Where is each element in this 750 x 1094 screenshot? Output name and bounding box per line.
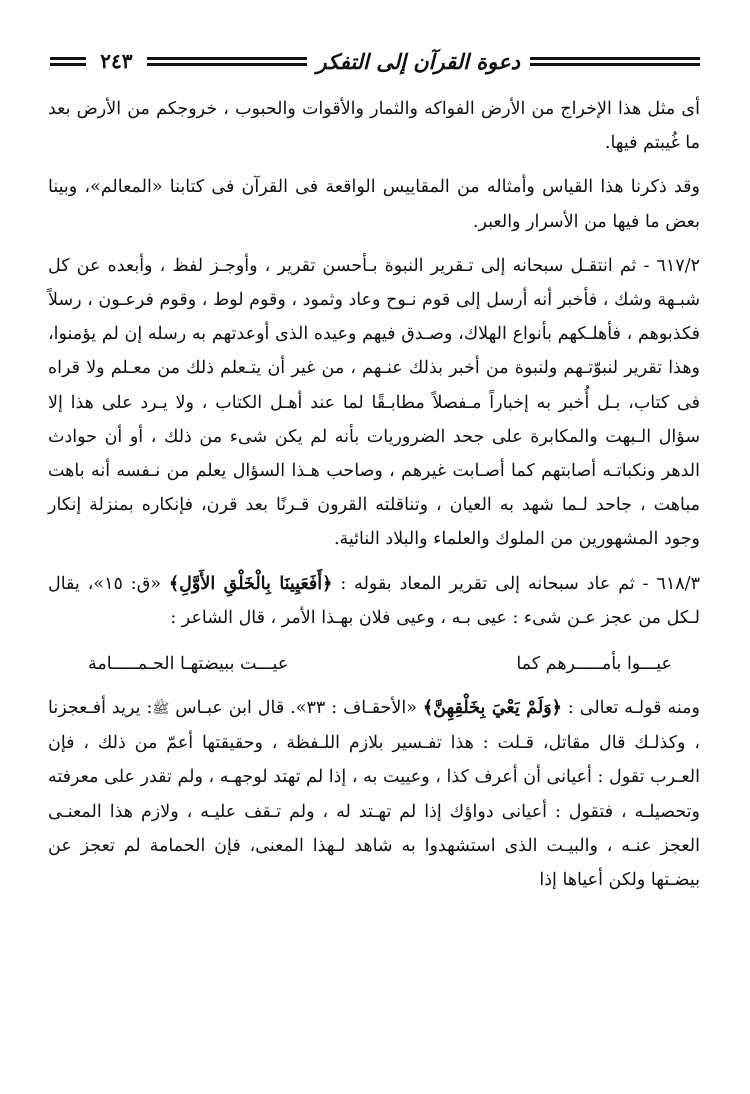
paragraph-trail: «الأحقـاف : ٣٣». قال ابن عبـاس [175, 698, 417, 719]
paragraph: ٦١٧/٢ - ثم انتقـل سبحانه إلى تـقرير النبوة بـأحسن تقرير ، وأوجـز لفظ ، وأبعده عن كل شبـهة وشك ، فأخبر أنه أرسل إلى قوم نـوح وعاد وثمود ، وقوم لوط ، وقوم فرعـون ، رسلاً فكذبوهم ، فأهلـكهم بأنواع الهلاك، وصـدق فيهم وعيده الذى أوعدتهم به رسله إن لم يؤمنوا، وهذا تقرير لنبوّتـهم ولنبوة من أخبر بذلك عنـهم ، من غير أن يتـعلم ذلك من معـلم ولا قراه فى كتاب، بـل أُخبر به إخباراً مـفصلاً مطابـقًا لما عند أهـل الكتاب ، ولا يـرد على هذا إلا سؤال الـبهت والمكابرة على جحد الضروريات بأنه لم يكن شىء من ذلك ، أو أن حوادث الدهر ونكباتـه أصابتهم كما أصـابت غيرهم ، وصاحب هـذا السؤال يعلم من نـفسه أنه باهت مباهت ، جاحد لـما شهد به العيان ، وتناقلته القرون قـرنًا بعد قرن، فإنكاره بمنزلة إنكار وجود المشهورين من الملوك والعلماء والبلاد النائية. [48, 255, 700, 550]
body-text [48, 92, 700, 897]
quran-verse: ﴿أَفَعَيِينَا بِالْخَلْقِ الأَوَّلِ﴾ [168, 573, 333, 594]
paragraph [48, 691, 700, 897]
paragraph: أى مثل هذا الإخراج من الأرض الفواكه والثمار والأقوات والحبوب ، خروجكم من الأرض بعد ما غُيبتم فيها. [48, 99, 700, 154]
running-header [50, 38, 700, 84]
quran-verse: ﴿وَلَمْ يَعْيَ بِخَلْقِهِنَّ﴾ [422, 698, 562, 719]
header-rule-left [50, 57, 86, 66]
paragraph: وقد ذكرنا هذا القياس وأمثاله من المقاييس الواقعة فى القرآن فى كتابنا «المعالم»، وبينا بعض ما فيها من الأسرار والعبر. [48, 177, 700, 232]
poetry-verse [48, 647, 700, 681]
verse-hemistich-left: عيـــت ببيضتهـا الحـمـــــامة [88, 654, 289, 675]
honorific-symbol: ﷺ [152, 701, 170, 718]
paragraph-lead: ٦١٨/٣ - ثم عاد سبحانه إلى تقرير المعاد بقوله : [340, 573, 700, 594]
verse-hemistich-right: عيـــوا بأمـــــرهم كما [516, 654, 672, 675]
paragraph-trail: «ق: ١٥»، يقال لـكل من عجز عـن شىء : عيى بـه ، وعيى فلان بهـذا الأمر ، قال الشاعر : [48, 573, 700, 628]
paragraph [48, 567, 700, 635]
page-number: ٢٤٣ [100, 49, 133, 73]
header-rule-right [530, 57, 700, 66]
paragraph-rest: : يريد أفـعجزنا ، وكذلـك قال مقاتل، قـلت : هذا تفـسير بلازم اللـفظة ، وحقيقتها أعمّ من ذلك ، فإن العـرب تقول : أعيانى أن أعرف كذا ، وعييت به ، إذا لم تهتد لوجهـه ، ولم تقدر على معرفته وتحصيلـه ، فتقول : أعيانى دواؤك إذا لم تهـتد له ، ولم تـقف عليـه ، ولازم هذا المعنـى العجز عنـه ، والبيـت الذى استشهدوا به شاهد لـهذا المعنى، فإن الحمامة لم تعجز عن بيضـتها ولكن أعياها إذا [48, 698, 700, 891]
paragraph-lead: ومنه قولـه تعالى : [567, 698, 700, 719]
header-rule-middle [147, 57, 307, 66]
book-title: دعوة القرآن إلى التفكر [316, 48, 520, 74]
